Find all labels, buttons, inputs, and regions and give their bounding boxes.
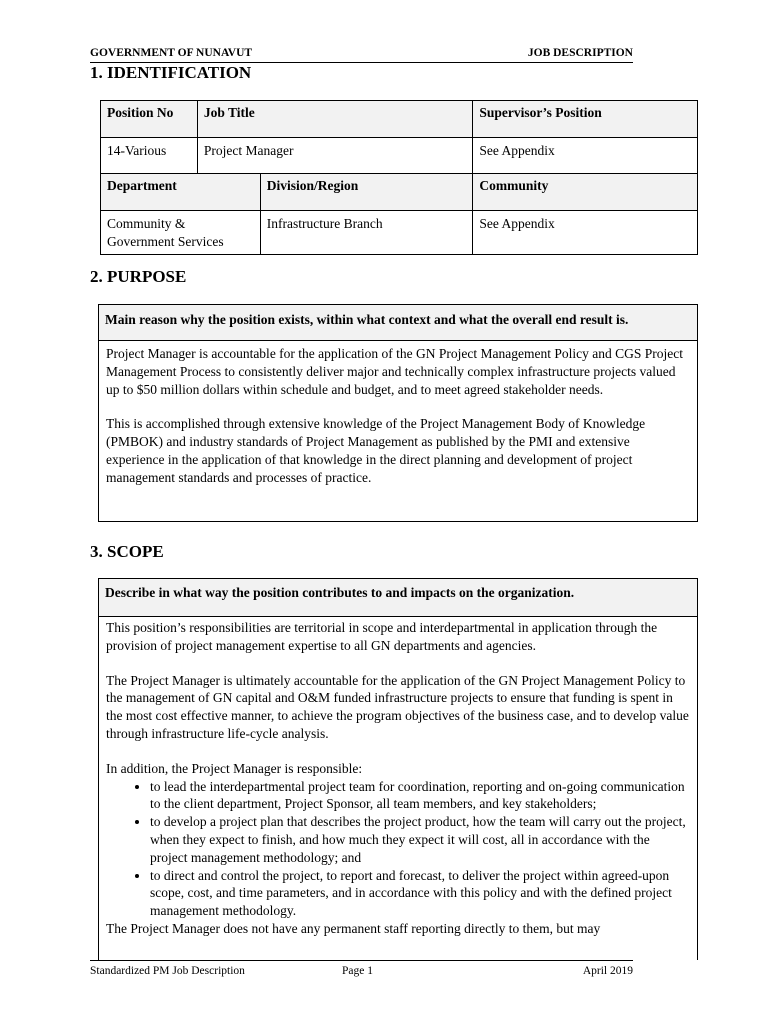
section-scope-title: 3. SCOPE xyxy=(90,542,164,561)
footer-date: April 2019 xyxy=(582,965,633,977)
list-item: • to lead the interdepartmental project team for coordination, reporting and on-going communication to the client department, Project Sponsor, all team members, and key stakeholders; xyxy=(150,778,690,814)
scope-body xyxy=(99,617,697,938)
page-header xyxy=(90,46,633,63)
position-no-value: 14-Various xyxy=(101,138,198,174)
scope-paragraph: The Project Manager is ultimately accountable for the application of the GN Project Management Policy to the management of GN capital and O&M funded infrastructure projects to ensure that funding is spent in the most cost effective manner, to achieve the program objectives of the business case, and to develop value through infrastructure life-cycle analysis. xyxy=(106,672,689,741)
scope-box xyxy=(98,578,698,960)
position-no-header: Position No xyxy=(101,101,198,138)
division-region-header: Division/Region xyxy=(260,174,473,211)
department-header: Department xyxy=(101,174,261,211)
page-footer xyxy=(90,960,633,983)
table-row xyxy=(101,138,698,174)
footer-page-number: Page 1 xyxy=(342,965,373,977)
purpose-paragraph: Project Manager is accountable for the application of the GN Project Management Policy and CGS Project Management Process to consistently deliver major and technically complex infrastructure projects valued up to $50 million dollars within schedule and budget, and to meet agreed stakeholder needs. xyxy=(106,346,683,397)
division-region-value: Infrastructure Branch xyxy=(260,211,473,255)
list-item: • to direct and control the project, to report and forecast, to deliver the project within agreed-upon scope, cost, and time parameters, and in accordance with this policy and with the defined project management methodology. xyxy=(150,867,690,920)
section-identification-title: 1. IDENTIFICATION xyxy=(90,63,252,82)
department-value: Community & Government Services xyxy=(101,211,261,255)
table-row xyxy=(101,101,698,138)
list-item: • to develop a project plan that describes the project product, how the team will carry out the project, when they expect to finish, and how much they expect it will cost, all in accordance with the project management methodology; and xyxy=(150,813,690,866)
scope-intro: In addition, the Project Manager is responsible: xyxy=(106,760,363,776)
purpose-paragraph: This is accomplished through extensive knowledge of the Project Management Body of Knowledge (PMBOK) and industry standards of Project Management as published by the PMI and extensive experience in the application of that knowledge in the direct planning and development of project management standards and processes of practice. xyxy=(106,416,646,485)
job-title-header: Job Title xyxy=(197,101,473,138)
scope-paragraph: This position’s responsibilities are territorial in scope and interdepartmental in application through the provision of project management expertise to all GN departments and agencies. xyxy=(106,620,658,653)
section-purpose-title: 2. PURPOSE xyxy=(90,267,187,286)
scope-question: Describe in what way the position contributes to and impacts on the organization. xyxy=(99,579,697,617)
purpose-body xyxy=(99,341,697,487)
table-row xyxy=(101,211,698,255)
table-row xyxy=(101,174,698,211)
footer-document-name: Standardized PM Job Description xyxy=(90,965,245,977)
scope-closing-line: The Project Manager does not have any permanent staff reporting directly to them, but may xyxy=(106,920,601,936)
community-value: See Appendix xyxy=(473,211,698,255)
purpose-question: Main reason why the position exists, within what context and what the overall end result is. xyxy=(99,305,697,341)
header-organization: GOVERNMENT OF NUNAVUT xyxy=(90,47,253,59)
supervisor-position-header: Supervisor’s Position xyxy=(473,101,698,138)
header-doc-type: JOB DESCRIPTION xyxy=(527,47,633,59)
job-title-value: Project Manager xyxy=(197,138,473,174)
purpose-box xyxy=(98,304,698,522)
responsibility-list xyxy=(106,778,690,920)
supervisor-position-value: See Appendix xyxy=(473,138,698,174)
community-header: Community xyxy=(473,174,698,211)
identification-table xyxy=(100,100,698,255)
